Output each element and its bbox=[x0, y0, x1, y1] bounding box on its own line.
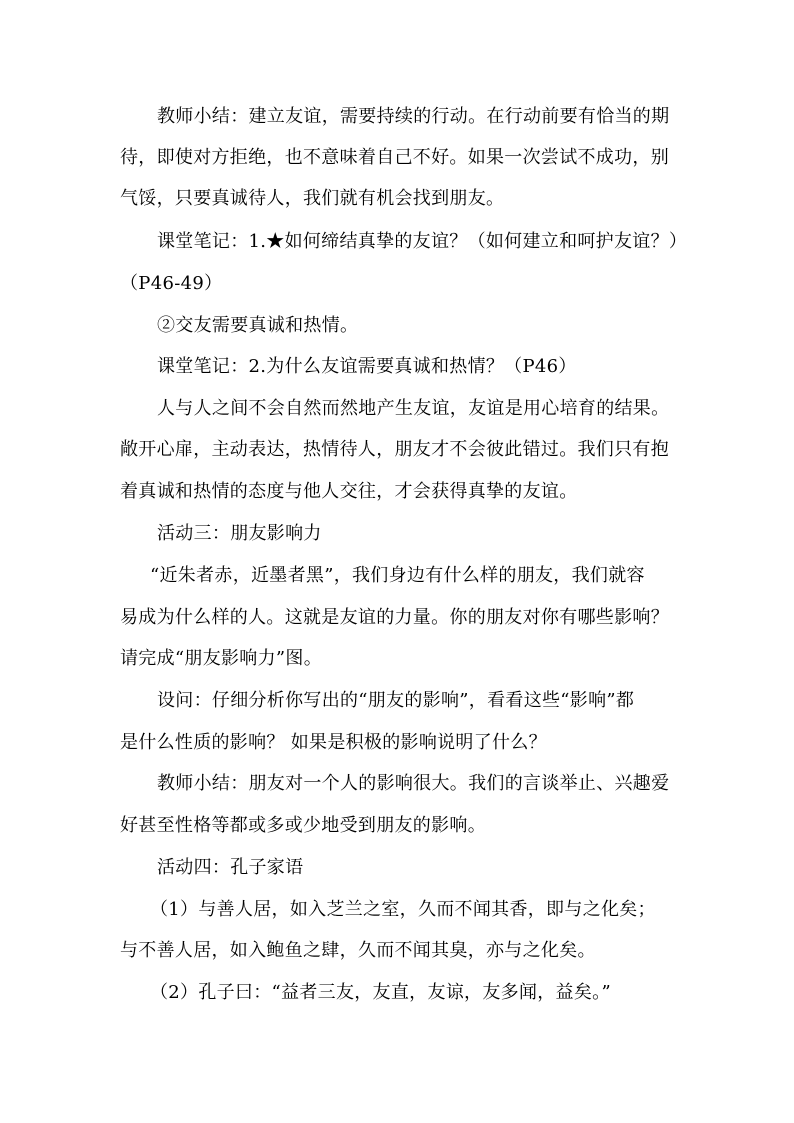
quote-line: 与不善人居，如入鲍鱼之肆，久而不闻其臭，亦与之化矣。 bbox=[120, 940, 596, 961]
subheading: ②交友需要真诚和热情。 bbox=[157, 315, 359, 336]
paragraph-line: 是什么性质的影响？ 如果是积极的影响说明了什么？ bbox=[120, 732, 547, 753]
paragraph-line: 设问：仔细分析你写出的“朋友的影响”，看看这些“影响”都 bbox=[157, 690, 635, 711]
paragraph-line: 着真诚和热情的态度与他人交往，才会获得真挚的友谊。 bbox=[120, 481, 578, 502]
activity-heading: 活动三：朋友影响力 bbox=[157, 523, 322, 544]
paragraph-line: 气馁，只要真诚待人，我们就有机会找到朋友。 bbox=[120, 188, 505, 209]
page-reference: （P46-49） bbox=[120, 273, 223, 294]
paragraph-line: 敞开心扉，主动表达，热情待人，朋友才不会彼此错过。我们只有抱 bbox=[120, 439, 669, 460]
paragraph-line: “近朱者赤，近墨者黑”，我们身边有什么样的朋友，我们就容 bbox=[150, 565, 645, 586]
paragraph-line: 请完成“朋友影响力”图。 bbox=[120, 648, 323, 669]
note-heading: 课堂笔记：1.★如何缔结真挚的友谊？（如何建立和呵护友谊？） bbox=[157, 231, 688, 252]
paragraph-line: 易成为什么样的人。这就是友谊的力量。你的朋友对你有哪些影响？ bbox=[120, 607, 669, 628]
paragraph-line: 人与人之间不会自然而然地产生友谊，友谊是用心培育的结果。 bbox=[157, 398, 670, 419]
paragraph-line: 教师小结：朋友对一个人的影响很大。我们的言谈举止、兴趣爱 bbox=[157, 773, 670, 794]
quote-line: （1）与善人居，如入芝兰之室，久而不闻其香，即与之化矣； bbox=[150, 899, 656, 920]
paragraph-line: 待，即使对方拒绝，也不意味着自己不好。如果一次尝试不成功，别 bbox=[120, 147, 669, 168]
note-heading: 课堂笔记：2.为什么友谊需要真诚和热情？（P46） bbox=[157, 356, 577, 377]
paragraph-line: 好甚至性格等都或多或少地受到朋友的影响。 bbox=[120, 815, 486, 836]
quote-line: （2）孔子曰：“益者三友，友直，友谅，友多闻，益矣。” bbox=[150, 982, 611, 1003]
activity-heading: 活动四：孔子家语 bbox=[157, 857, 304, 878]
paragraph-line: 教师小结：建立友谊，需要持续的行动。在行动前要有恰当的期 bbox=[157, 106, 670, 127]
